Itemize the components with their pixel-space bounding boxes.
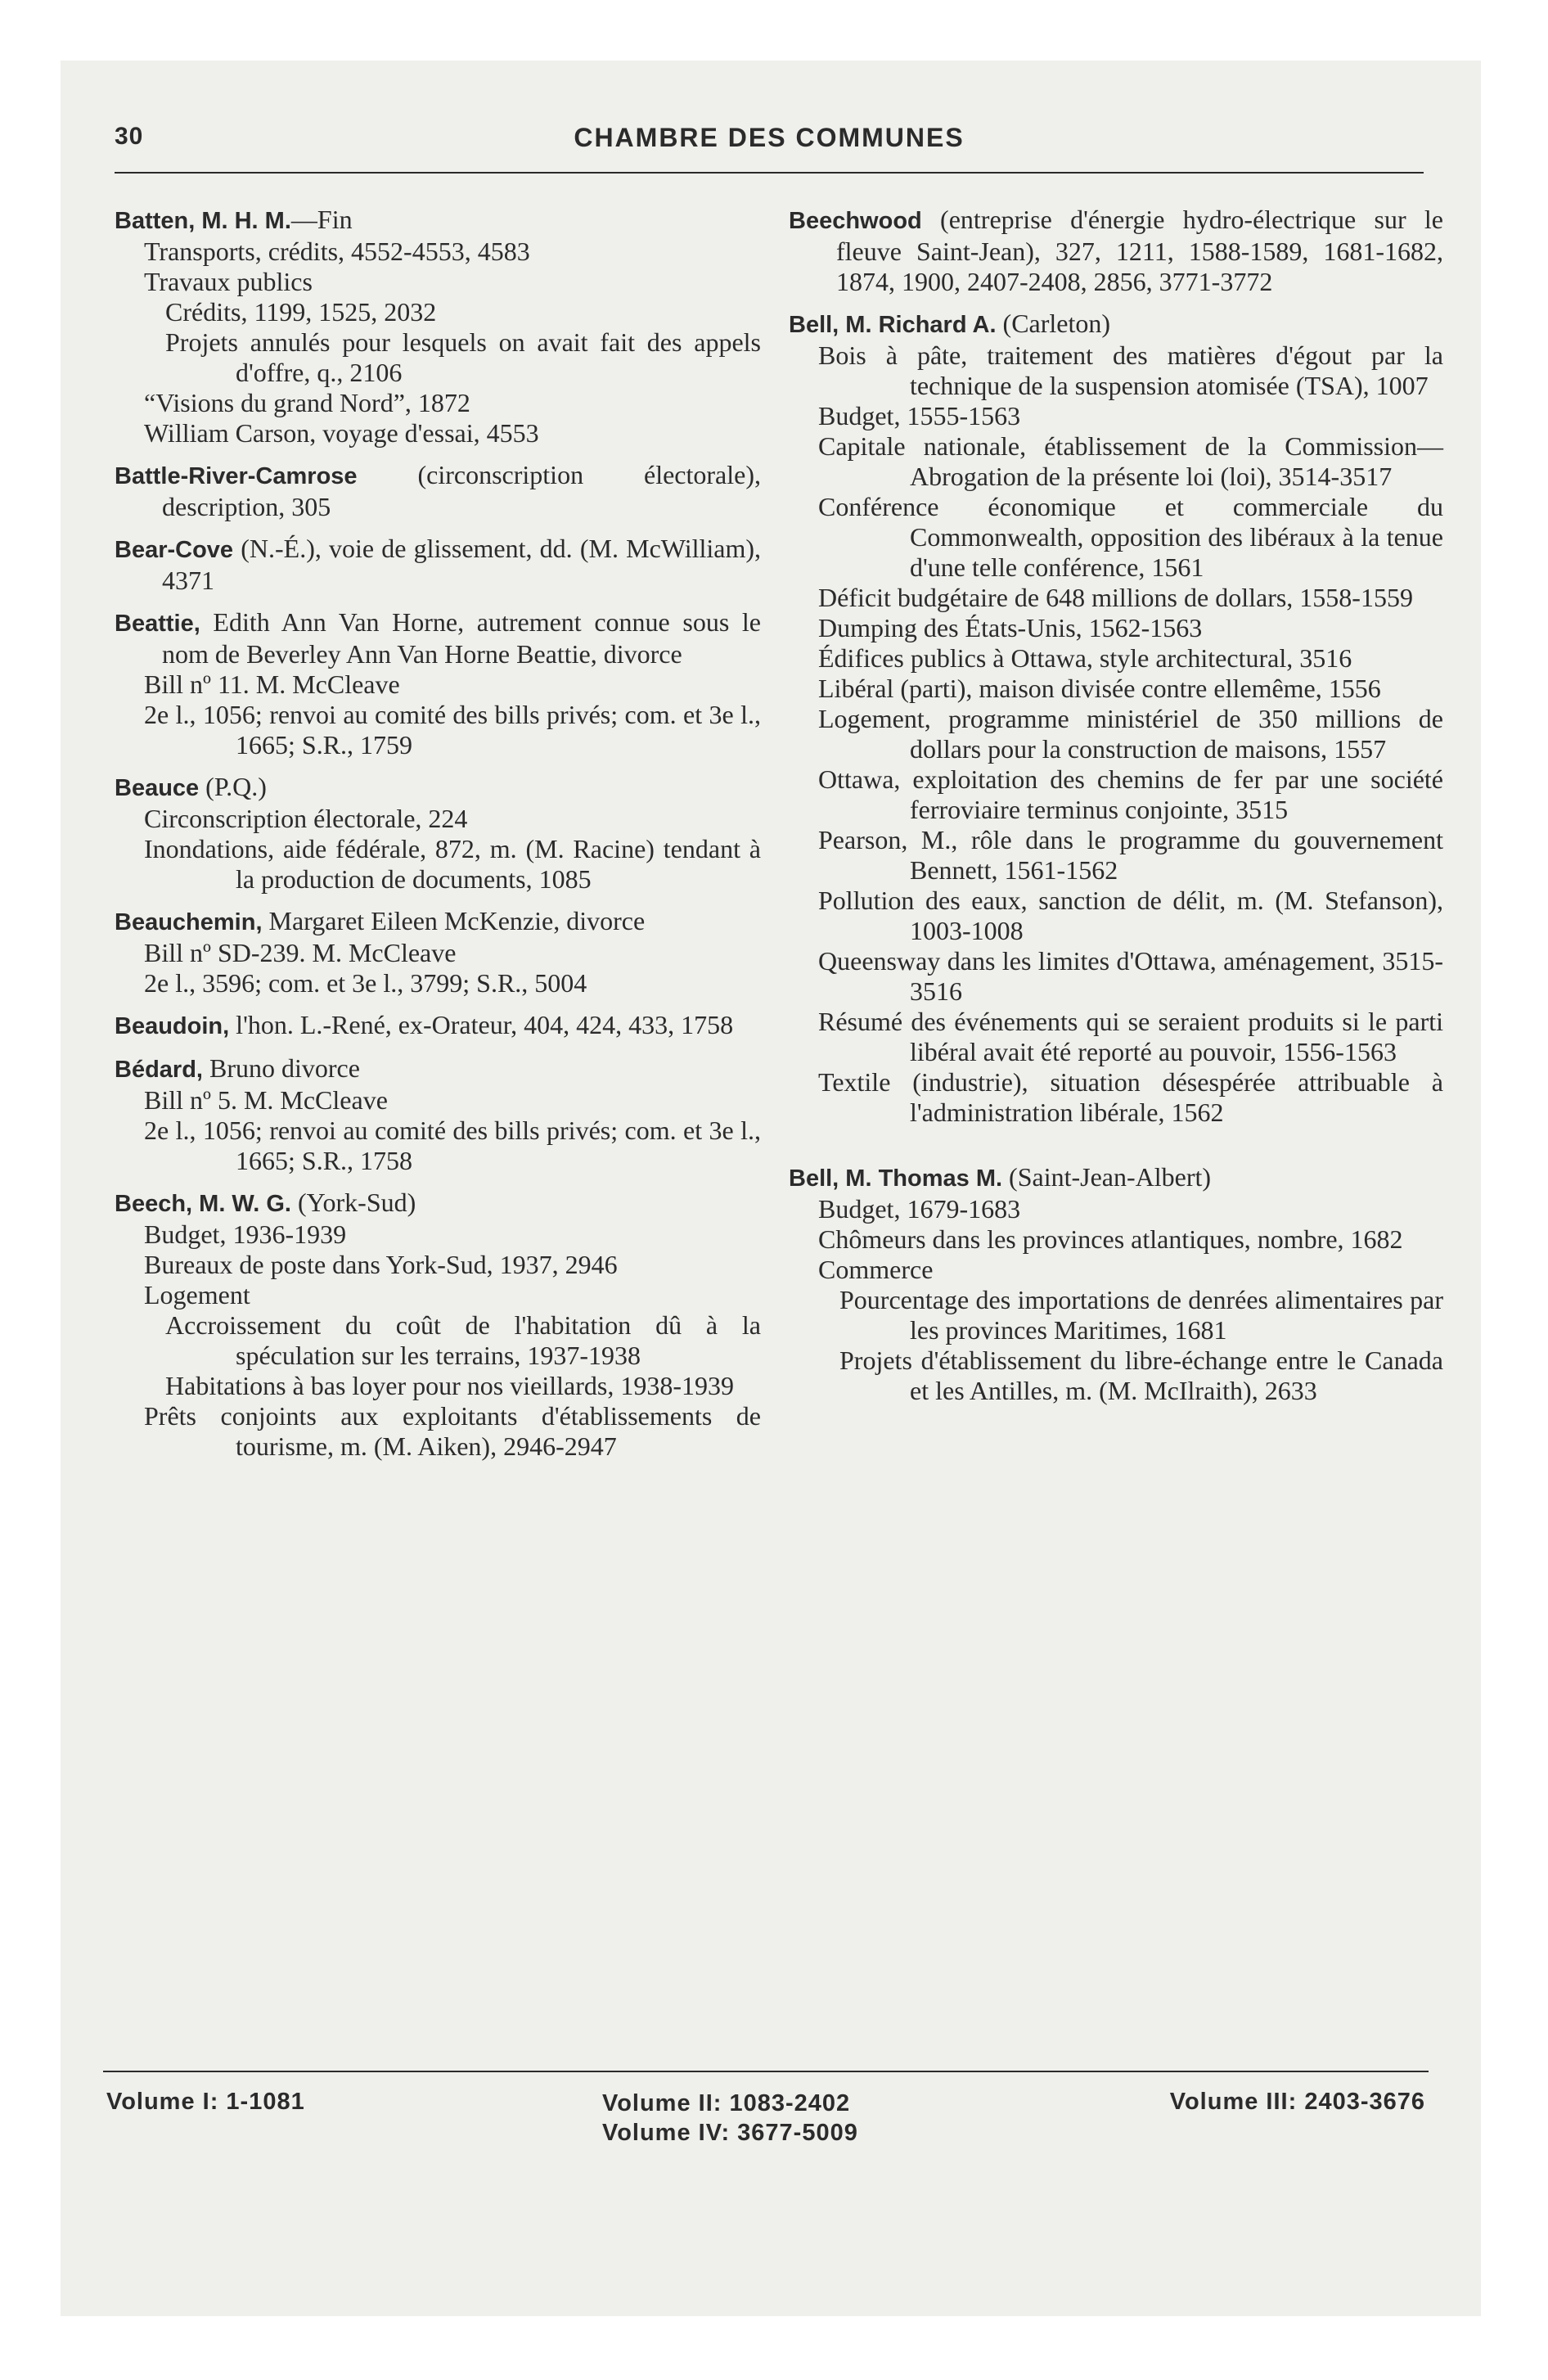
entry-text: Edith Ann Van Horne, autrement connue sous le nom de Beverley Ann Van Horne Beattie, divorce bbox=[162, 607, 761, 669]
entry-text: (Carleton) bbox=[996, 309, 1111, 338]
footer-rule bbox=[103, 2071, 1429, 2072]
entry-name: Beauce bbox=[115, 775, 200, 801]
subentry-line bbox=[115, 1401, 761, 1462]
entry-text: 2e l., 1056; renvoi au comité des bills privés; com. et 3e l., 1665; S.R., 1758 bbox=[144, 1116, 761, 1175]
entry-text: Résumé des événements qui se seraient produits si le parti libéral avait été reporté au pouvoir, 1556-1563 bbox=[818, 1007, 1443, 1066]
subentry-line bbox=[115, 1280, 761, 1310]
index-entry bbox=[115, 772, 761, 895]
left-column bbox=[115, 205, 761, 1473]
subentry-line bbox=[789, 886, 1443, 946]
subentry-line bbox=[789, 764, 1443, 825]
entry-text: Pollution des eaux, sanction de délit, m. (M. Stefanson), 1003-1008 bbox=[818, 886, 1443, 945]
entry-text: Pearson, M., rôle dans le programme du gouvernement Bennett, 1561-1562 bbox=[818, 825, 1443, 885]
subentry-line bbox=[115, 700, 761, 760]
header-rule bbox=[115, 172, 1424, 174]
volume-4-range: Volume IV: 3677-5009 bbox=[602, 2120, 858, 2146]
entry-name: Battle-River-Camrose bbox=[115, 463, 358, 489]
entry-heading-line bbox=[115, 205, 761, 237]
subentry-line bbox=[789, 825, 1443, 886]
entry-text: Crédits, 1199, 1525, 2032 bbox=[165, 297, 437, 327]
entry-text: (York-Sud) bbox=[290, 1188, 416, 1217]
volume-2-4-ranges bbox=[602, 2089, 858, 2148]
subentry-line bbox=[789, 1285, 1443, 1346]
entry-text: 2e l., 1056; renvoi au comité des bills privés; com. et 3e l., 1665; S.R., 1759 bbox=[144, 700, 761, 760]
entry-text: Bruno divorce bbox=[202, 1053, 360, 1083]
index-entry bbox=[115, 534, 761, 596]
page-title: CHAMBRE DES COMMUNES bbox=[574, 123, 965, 152]
subentry-line bbox=[115, 418, 761, 449]
entry-text: Margaret Eileen McKenzie, divorce bbox=[262, 906, 646, 935]
index-entry bbox=[789, 309, 1443, 1128]
subentry-line bbox=[789, 674, 1443, 704]
subentry-line bbox=[115, 1219, 761, 1250]
subentry-line bbox=[789, 1067, 1443, 1128]
index-entry bbox=[115, 906, 761, 998]
index-entry bbox=[115, 1188, 761, 1462]
entry-text: Pourcentage des importations de denrées alimentaires par les provinces Maritimes, 1681 bbox=[839, 1285, 1443, 1345]
entry-heading-line bbox=[789, 309, 1443, 340]
page-number: 30 bbox=[115, 123, 144, 150]
entry-text: (P.Q.) bbox=[199, 772, 267, 801]
subentry-line bbox=[789, 643, 1443, 674]
entry-spacer bbox=[789, 1139, 1443, 1162]
index-entry bbox=[115, 607, 761, 760]
entry-text: Libéral (parti), maison divisée contre ellemême, 1556 bbox=[818, 674, 1381, 703]
entry-heading-line bbox=[115, 460, 761, 522]
subentry-line bbox=[789, 340, 1443, 401]
entry-heading-line bbox=[115, 1188, 761, 1219]
entry-text: Queensway dans les limites d'Ottawa, aménagement, 3515-3516 bbox=[818, 946, 1443, 1006]
subentry-line bbox=[115, 804, 761, 834]
subentry-line bbox=[115, 1085, 761, 1116]
entry-text: Circonscription électorale, 224 bbox=[144, 804, 468, 833]
entry-name: Bédard, bbox=[115, 1057, 203, 1083]
entry-text: (circonscription électorale), description, 305 bbox=[162, 460, 761, 521]
entry-name: Batten, M. H. M. bbox=[115, 208, 291, 234]
entry-text: Projets annulés pour lesquels on avait fait des appels d'offre, q., 2106 bbox=[165, 327, 761, 387]
subentry-line bbox=[115, 834, 761, 895]
index-entry bbox=[789, 205, 1443, 297]
entry-heading-line bbox=[115, 772, 761, 804]
entry-name: Beauchemin, bbox=[115, 909, 263, 935]
entry-text: Dumping des États-Unis, 1562-1563 bbox=[818, 613, 1203, 642]
entry-text: (entreprise d'énergie hydro-électrique sur le fleuve Saint-Jean), 327, 1211, 1588-1589, 1681-1682, 1874, 1900, 2407-2408, 2856, 3771-3772 bbox=[836, 205, 1443, 296]
entry-text: Budget, 1936-1939 bbox=[144, 1219, 347, 1249]
entry-heading-line bbox=[115, 534, 761, 596]
index-entry bbox=[789, 1162, 1443, 1406]
entry-text: Chômeurs dans les provinces atlantiques, nombre, 1682 bbox=[818, 1224, 1403, 1254]
entry-text: Édifices publics à Ottawa, style architectural, 3516 bbox=[818, 643, 1352, 673]
entry-name: Bell, M. Richard A. bbox=[789, 312, 997, 338]
subentry-line bbox=[789, 613, 1443, 643]
subentry-line bbox=[115, 267, 761, 297]
volume-1-range: Volume I: 1-1081 bbox=[106, 2089, 305, 2115]
entry-text: l'hon. L.-René, ex-Orateur, 404, 424, 433, 1758 bbox=[229, 1010, 734, 1039]
volume-footer bbox=[103, 2089, 1429, 2154]
subentry-line bbox=[115, 1250, 761, 1280]
volume-2-range: Volume II: 1083-2402 bbox=[602, 2090, 851, 2116]
index-entry bbox=[115, 1010, 761, 1042]
entry-name: Beechwood bbox=[789, 208, 922, 234]
subentry-line bbox=[789, 946, 1443, 1007]
entry-heading-line bbox=[115, 607, 761, 669]
entry-text: Capitale nationale, établissement de la Commission—Abrogation de la présente loi (loi), 3514-3517 bbox=[818, 431, 1443, 491]
entry-name: Beech, M. W. G. bbox=[115, 1191, 291, 1217]
entry-name: Beaudoin, bbox=[115, 1013, 230, 1039]
subentry-line bbox=[115, 1116, 761, 1176]
subentry-line bbox=[789, 492, 1443, 583]
entry-text: Ottawa, exploitation des chemins de fer par une société ferroviaire terminus conjointe, 3515 bbox=[818, 764, 1443, 824]
entry-heading-line bbox=[789, 1162, 1443, 1194]
entry-text: (Saint-Jean-Albert) bbox=[1002, 1162, 1212, 1192]
subentry-line bbox=[789, 1255, 1443, 1285]
subentry-line bbox=[115, 669, 761, 700]
entry-text: Commerce bbox=[818, 1255, 934, 1284]
entry-heading-line bbox=[115, 1053, 761, 1085]
entry-text: Conférence économique et commerciale du Commonwealth, opposition des libéraux à la tenue d'une telle conférence, 1561 bbox=[818, 492, 1443, 582]
subentry-line bbox=[115, 237, 761, 267]
subentry-line bbox=[115, 968, 761, 998]
entry-text: “Visions du grand Nord”, 1872 bbox=[144, 388, 470, 417]
entry-text: Logement, programme ministériel de 350 millions de dollars pour la construction de maisons, 1557 bbox=[818, 704, 1443, 764]
subentry-line bbox=[789, 1007, 1443, 1067]
index-entry bbox=[115, 205, 761, 449]
subentry-line bbox=[789, 1346, 1443, 1406]
entry-name: Bell, M. Thomas M. bbox=[789, 1165, 1003, 1192]
entry-text: Inondations, aide fédérale, 872, m. (M. Racine) tendant à la production de documents, 1085 bbox=[144, 834, 761, 894]
entry-text: Déficit budgétaire de 648 millions de dollars, 1558-1559 bbox=[818, 583, 1413, 612]
subentry-line bbox=[115, 327, 761, 388]
subentry-line bbox=[115, 297, 761, 327]
index-entry bbox=[115, 460, 761, 522]
entry-text: Bureaux de poste dans York-Sud, 1937, 2946 bbox=[144, 1250, 618, 1279]
subentry-line bbox=[789, 704, 1443, 764]
entry-text: Bill nº SD-239. M. McCleave bbox=[144, 938, 457, 967]
subentry-line bbox=[115, 1310, 761, 1371]
entry-text: 2e l., 3596; com. et 3e l., 3799; S.R., 5004 bbox=[144, 968, 587, 998]
entry-text: Travaux publics bbox=[144, 267, 313, 296]
entry-text: (N.-É.), voie de glissement, dd. (M. McWilliam), 4371 bbox=[162, 534, 761, 595]
entry-text: Budget, 1555-1563 bbox=[818, 401, 1021, 430]
volume-3-range: Volume III: 2403-3676 bbox=[1169, 2089, 1425, 2115]
entry-text: Logement bbox=[144, 1280, 250, 1309]
entry-heading-line bbox=[115, 906, 761, 938]
entry-text: Accroissement du coût de l'habitation dû à la spéculation sur les terrains, 1937-1938 bbox=[165, 1310, 761, 1370]
right-column bbox=[789, 205, 1443, 1418]
subentry-line bbox=[789, 401, 1443, 431]
entry-text: Bill nº 11. M. McCleave bbox=[144, 669, 400, 699]
subentry-line bbox=[115, 388, 761, 418]
subentry-line bbox=[789, 1224, 1443, 1255]
subentry-line bbox=[789, 1194, 1443, 1224]
entry-text: Prêts conjoints aux exploitants d'établissements de tourisme, m. (M. Aiken), 2946-2947 bbox=[144, 1401, 761, 1461]
entry-text: Projets d'établissement du libre-échange entre le Canada et les Antilles, m. (M. McIlraith), 2633 bbox=[839, 1346, 1443, 1405]
entry-text: Transports, crédits, 4552-4553, 4583 bbox=[144, 237, 530, 266]
entry-text: Bill nº 5. M. McCleave bbox=[144, 1085, 388, 1115]
entry-text: Budget, 1679-1683 bbox=[818, 1194, 1021, 1224]
subentry-line bbox=[115, 938, 761, 968]
entry-name: Beattie, bbox=[115, 611, 200, 637]
entry-text: —Fin bbox=[290, 205, 353, 234]
subentry-line bbox=[789, 583, 1443, 613]
entry-text: Bois à pâte, traitement des matières d'égout par la technique de la suspension atomisée (TSA), 1007 bbox=[818, 340, 1443, 400]
subentry-line bbox=[115, 1371, 761, 1401]
entry-heading-line bbox=[789, 205, 1443, 297]
index-entry bbox=[115, 1053, 761, 1176]
entry-text: William Carson, voyage d'essai, 4553 bbox=[144, 418, 539, 448]
entry-name: Bear-Cove bbox=[115, 537, 234, 563]
entry-text: Textile (industrie), situation désespérée attribuable à l'administration libérale, 1562 bbox=[818, 1067, 1443, 1127]
subentry-line bbox=[789, 431, 1443, 492]
entry-heading-line bbox=[115, 1010, 761, 1042]
page-header bbox=[115, 123, 1424, 172]
entry-text: Habitations à bas loyer pour nos vieillards, 1938-1939 bbox=[165, 1371, 734, 1400]
